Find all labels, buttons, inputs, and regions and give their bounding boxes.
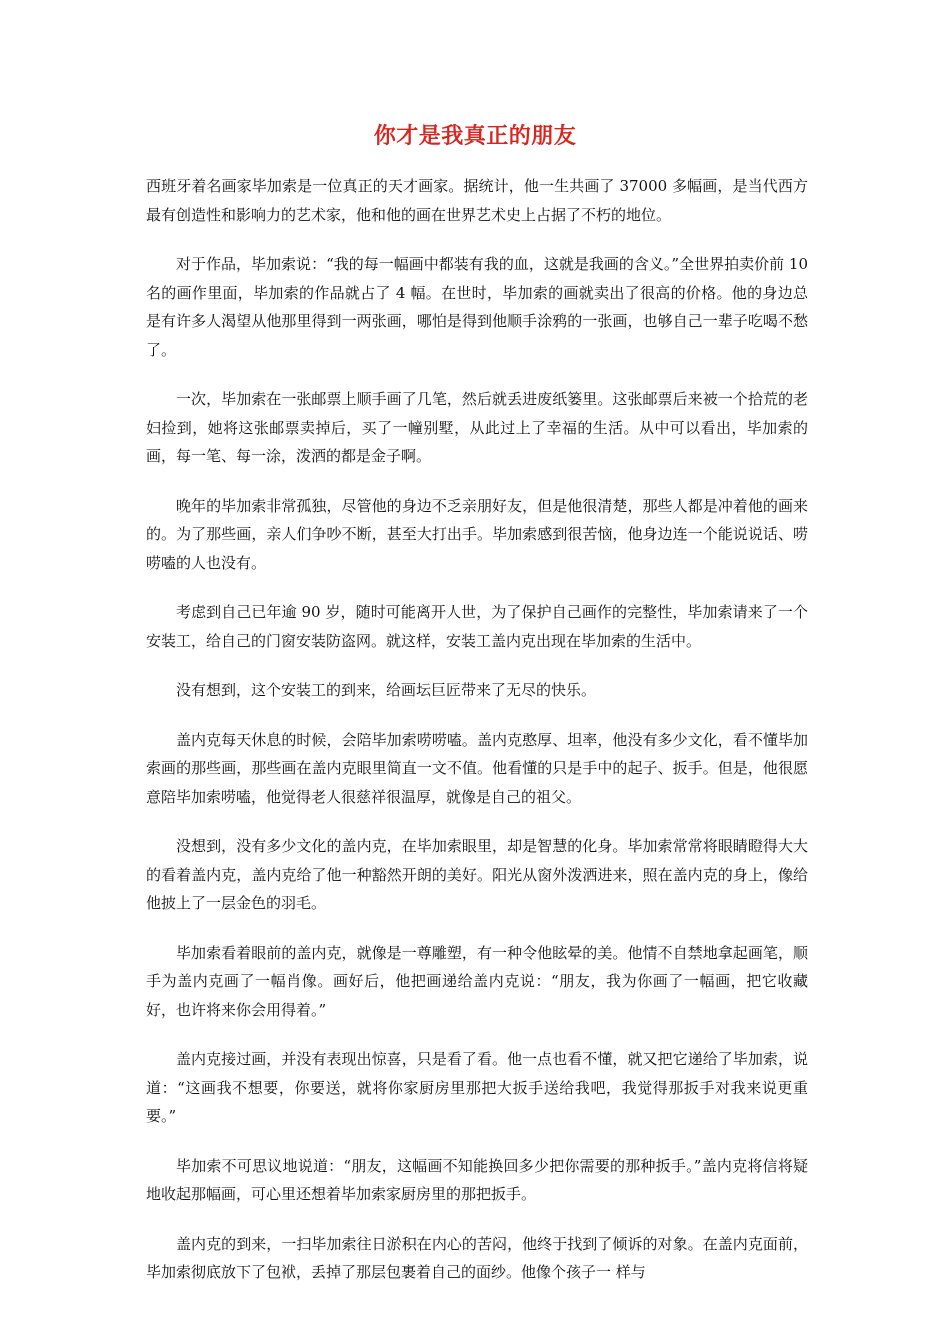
document-body: [146, 172, 808, 1308]
paragraph-9: 毕加索看着眼前的盖内克，就像是一尊雕塑，有一种令他眩晕的美。他情不自禁地拿起画笔，顺手为盖内克画了一幅肖像。画好后，他把画递给盖内克说：“朋友，我为你画了一幅画，把它收藏好，也许将来你会用得着。”: [146, 943, 808, 1019]
paragraph-3: 一次，毕加索在一张邮票上顺手画了几笔，然后就丢进废纸篓里。这张邮票后来被一个拾荒的老妇捡到，她将这张邮票卖掉后，买了一幢别墅，从此过上了幸福的生活。从中可以看出，毕加索的画，每一笔、每一涂，泼洒的都是金子啊。: [146, 390, 808, 465]
paragraph-11: 毕加索不可思议地说道：“朋友，这幅画不知能换回多少把你需要的那种扳手。”盖内克将信将疑地收起那幅画，可心里还想着毕加索家厨房里的那把扳手。: [146, 1156, 808, 1203]
paragraph-1: 西班牙着名画家毕加索是一位真正的天才画家。据统计，他一生共画了 37000 多幅画，是当代西方最有创造性和影响力的艺术家，他和他的画在世界艺术史上占据了不朽的地位。: [146, 177, 808, 224]
paragraph-7: 盖内克每天休息的时候，会陪毕加索唠唠嗑。盖内克憨厚、坦率，他没有多少文化，看不懂毕加索画的那些画，那些画在盖内克眼里简直一文不值。他看懂的只是手中的起子、扳手。但是，他很愿意陪毕加索唠嗑，他觉得老人很慈祥很温厚，就像是自己的祖父。: [146, 730, 808, 806]
paragraph-4: 晚年的毕加索非常孤独，尽管他的身边不乏亲朋好友，但是他很清楚，那些人都是冲着他的画来的。为了那些画，亲人们争吵不断，甚至大打出手。毕加索感到很苦恼，他身边连一个能说说话、唠唠嗑的人也没有。: [146, 496, 808, 572]
paragraph-10: 盖内克接过画，并没有表现出惊喜，只是看了看。他一点也看不懂，就又把它递给了毕加索，说道：“这画我不想要，你要送，就将你家厨房里那把大扳手送给我吧，我觉得那扳手对我来说更重要。”: [146, 1050, 808, 1125]
paragraph-5: 考虑到自己已年逾 90 岁，随时可能离开人世，为了保护自己画作的完整性，毕加索请来了一个安装工，给自己的门窗安装防盗网。就这样，安装工盖内克出现在毕加索的生活中。: [146, 603, 808, 650]
paragraph-8: 没想到，没有多少文化的盖内克，在毕加索眼里，却是智慧的化身。毕加索常常将眼睛瞪得大大的看着盖内克，盖内克给了他一种豁然开朗的美好。阳光从窗外泼洒进来，照在盖内克的身上，像给他披上了一层金色的羽毛。: [146, 837, 808, 912]
document-title: 你才是我真正的朋友: [373, 123, 577, 149]
paragraph-12: 盖内克的到来，一扫毕加索往日淤积在内心的苦闷，他终于找到了倾诉的对象。在盖内克面前，毕加索彻底放下了包袱，丢掉了那层包裹着自己的面纱。他像个孩子一 样与: [146, 1234, 808, 1281]
paragraph-2: 对于作品，毕加索说：“我的每一幅画中都装有我的血，这就是我画的含义。”全世界拍卖价前 10 名的画作里面，毕加索的作品就占了 4 幅。在世时，毕加索的画就卖出了很高的价格。他的身边总是有许多人渴望从他那里得到一两张画，哪怕是得到他顺手涂鸦的一张画，也够自己一辈子吃喝不愁了。: [146, 255, 808, 359]
paragraph-6: 没有想到，这个安装工的到来，给画坛巨匠带来了无尽的快乐。: [176, 681, 597, 699]
